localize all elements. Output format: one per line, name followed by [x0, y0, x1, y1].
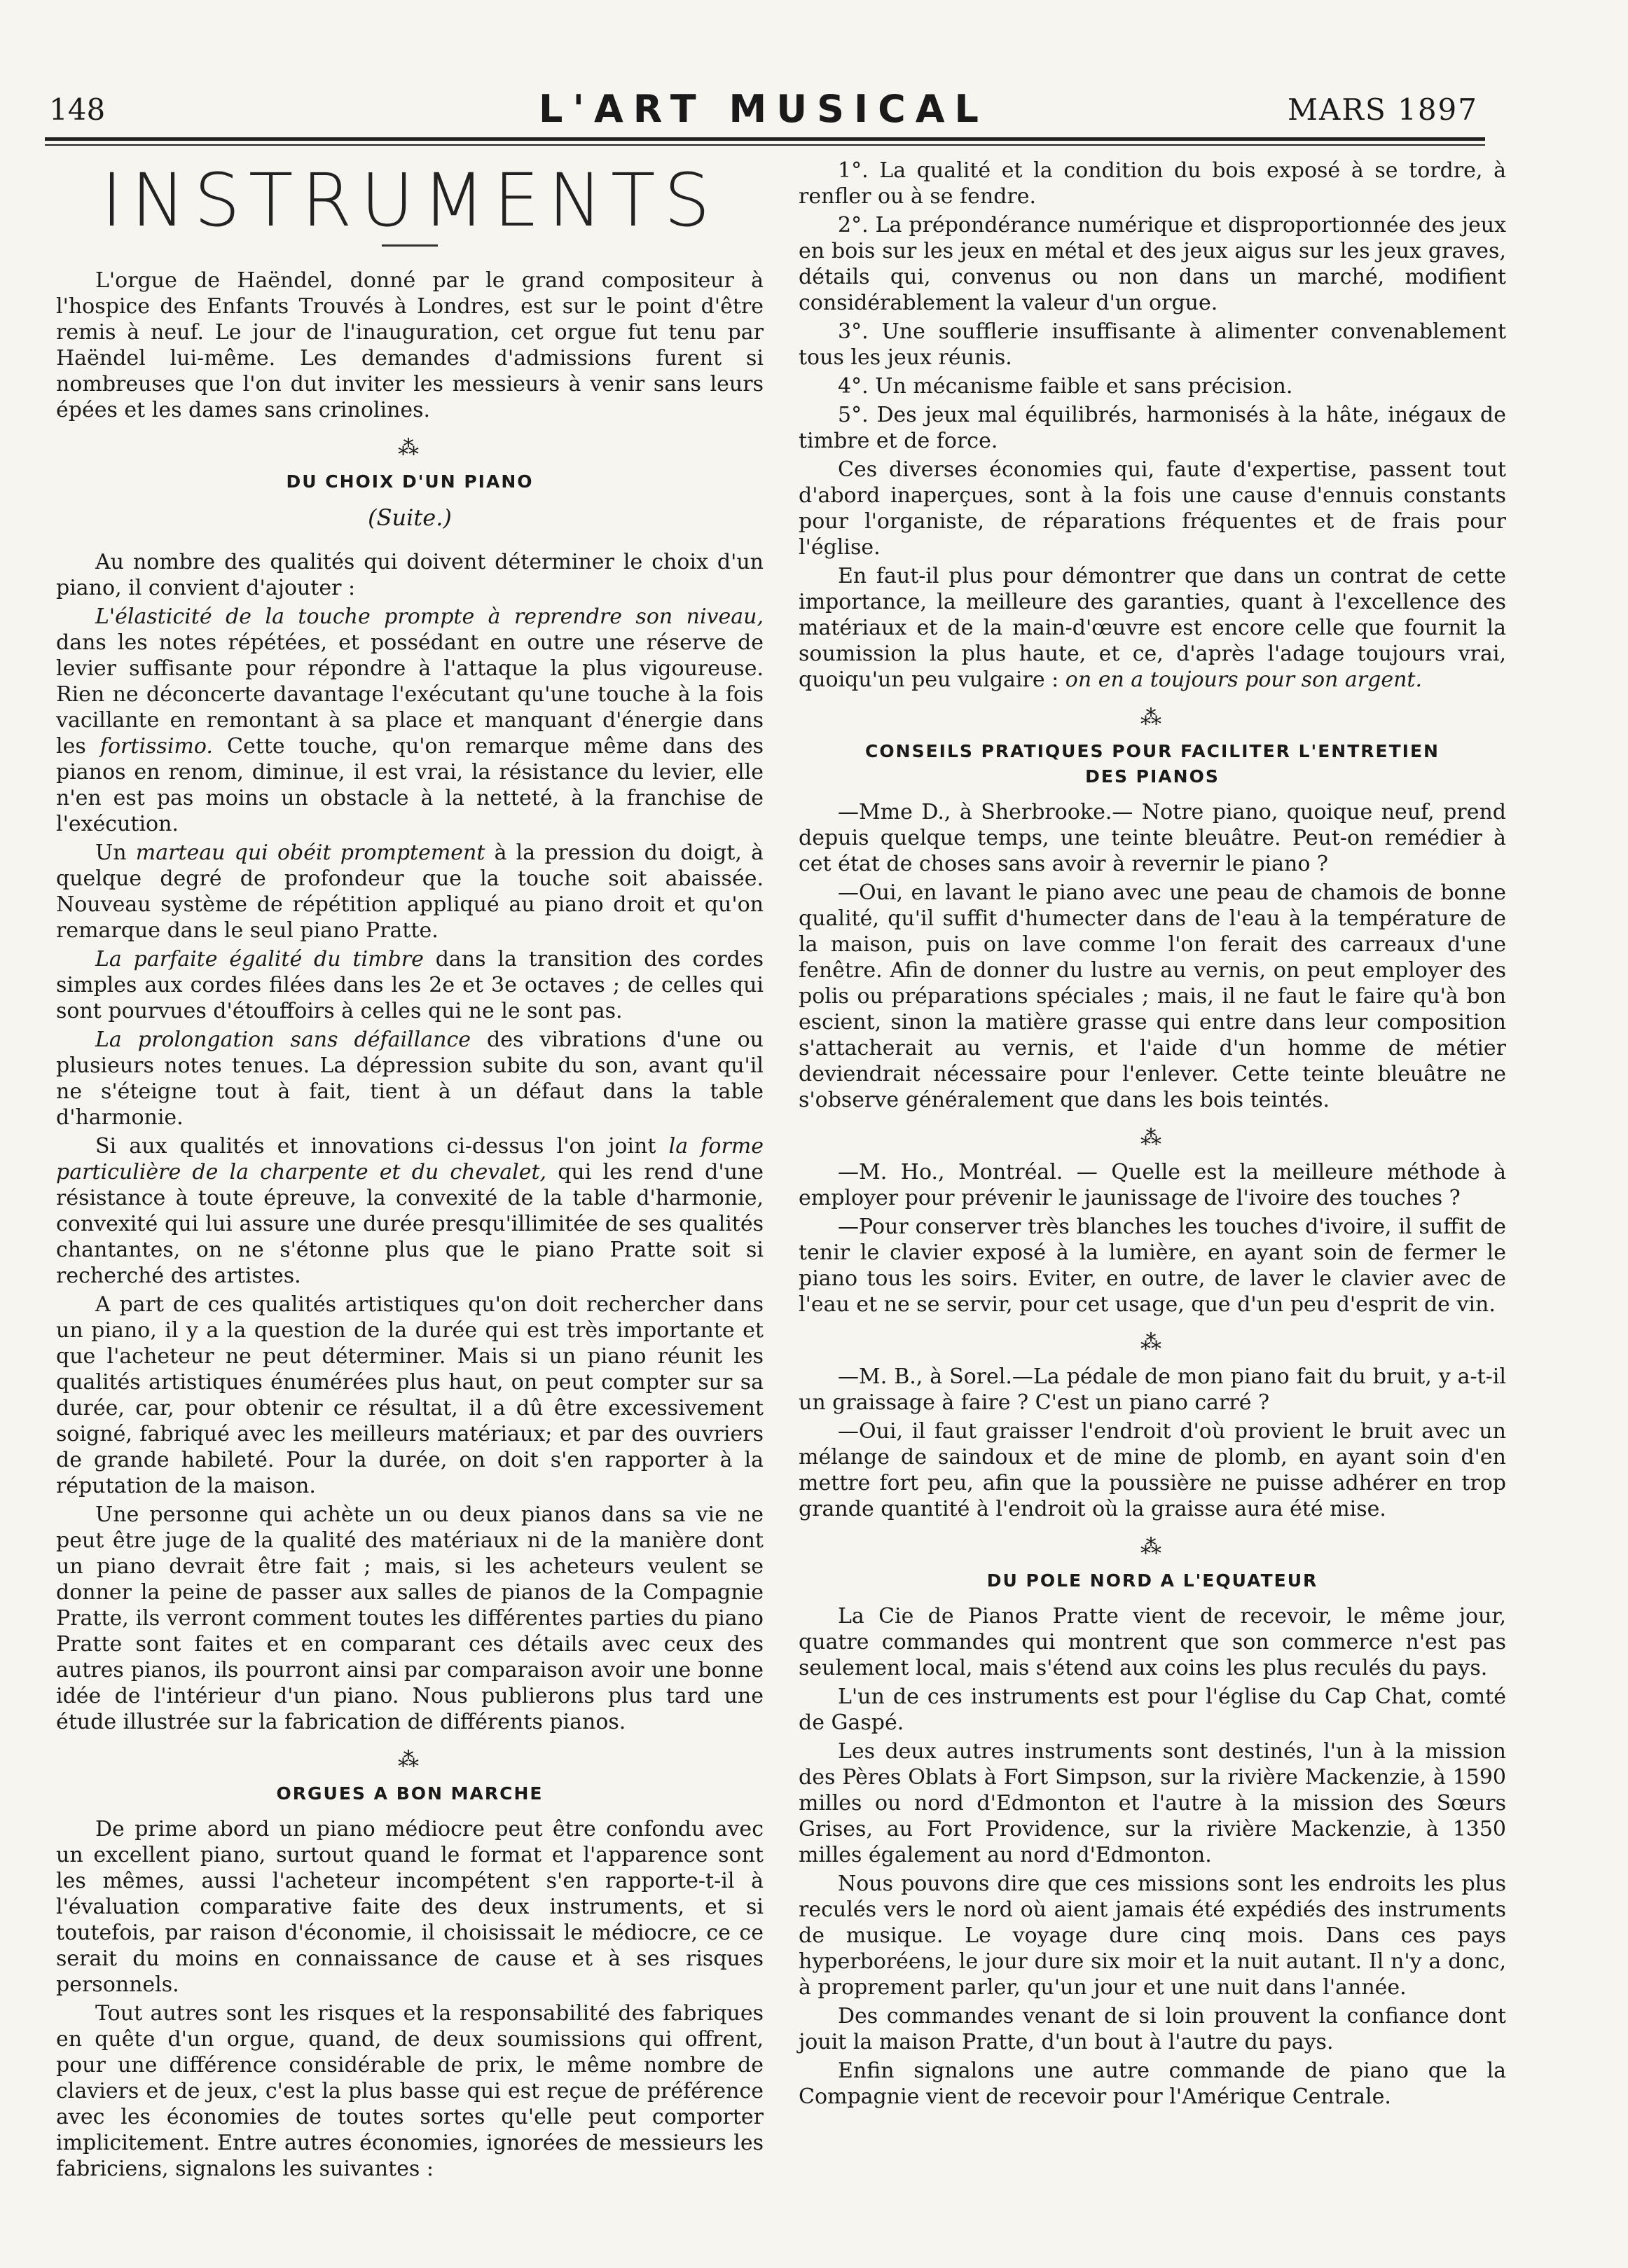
question: —Mme D., à Sherbrooke.— Notre piano, quoique neuf, prend depuis quelque temps, une teinte bleuâtre. Peut-on remédier à cet état de choses sans avoir à revernir le piano ? — [799, 800, 1506, 876]
paragraph: Une personne qui achète un ou deux pianos dans sa vie ne peut être juge de la qualité des matériaux ni de la manière dont un piano devrait être fait ; mais, si les acheteurs veulent se donner la peine de passer aux salles de pianos de la Compagnie Pratte, ils verront comment toutes les différentes parties du piano Pratte sont faites et en comparant ces détails avec ceux des autres pianos, ils pourront ainsi par comparaison avoir une bonne idée de l'intérieur d'un piano. Nous publierons plus tard une étude illustrée sur la fabrication de différents pianos. — [56, 1502, 764, 1734]
title-rule — [382, 244, 438, 247]
section-separator: ⁂ — [1140, 1126, 1164, 1150]
paragraph: Si aux qualités et innovations ci-dessus l'on joint la forme particulière de la charpente et du chevalet, qui les rend d'une résistance à toute épreuve, la convexité de la table d'harmonie, convexité qui lui assure une durée presqu'illimitée de ses qualités chantantes, on ne s'étonne plus que le piano Pratte soit si recherché des artistes. — [56, 1134, 764, 1288]
intro-paragraph: L'orgue de Haëndel, donné par le grand compositeur à l'hospice des Enfants Trouvés à Londres, est sur le point d'être remis à neuf. Le jour de l'inauguration, cet orgue fut tenu par Haëndel lui-même. Les demandes d'admissions furent si nombreuses que l'on dut inviter les messieurs à venir sans leurs épées et les dames sans crinolines. — [56, 268, 764, 422]
paragraph: L'un de ces instruments est pour l'église du Cap Chat, comté de Gaspé. — [799, 1685, 1506, 1735]
piano-choice-heading: DU CHOIX D'UN PIANO — [286, 471, 534, 492]
list-item: 2°. La prépondérance numérique et disproportionnée des jeux en bois sur les jeux en métal et des jeux aigus sur les jeux graves, détails qui, convenus ou non dans un marché, modifient considérablement la valeur d'un orgue. — [799, 213, 1506, 315]
paragraph: Des commandes venant de si loin prouvent la confiance dont jouit la maison Pratte, d'un bout à l'autre du pays. — [799, 2004, 1506, 2054]
left-column — [56, 158, 764, 2185]
paragraph: Tout autres sont les risques et la responsabilité des fabriques en quête d'un orgue, quand, de deux soumissions qui offrent, pour une différence considérable de prix, le même nombre de claviers et de jeux, c'est la plus basse qui est reçue de préférence avec les économies de toutes sortes qu'elle peut comporter implicitement. Entre autres économies, ignorées de messieurs les fabriciens, signalons les suivantes : — [56, 2001, 764, 2181]
paragraph: De prime abord un piano médiocre peut être confondu avec un excellent piano, surtout quand le format et l'apparence sont les mêmes, aussi l'acheteur incompétent s'en rapporte-t-il à l'évaluation comparative faite des deux instruments, et si toutefois, par raison d'économie, il choisissait le médiocre, ce ce serait du moins en connaissance de cause et à ses risques personnels. — [56, 1817, 764, 1997]
paragraph: Enfin signalons une autre commande de piano que la Compagnie vient de recevoir pour l'Amérique Centrale. — [799, 2059, 1506, 2109]
section-separator: ⁂ — [1140, 705, 1164, 730]
paragraph: La Cie de Pianos Pratte vient de recevoir, le même jour, quatre commandes qui montrent que son commerce n'est pas seulement local, mais s'étend aux coins les plus reculés du pays. — [799, 1604, 1506, 1680]
paragraph: Ces diverses économies qui, faute d'expertise, passent tout d'abord inaperçues, sont à la fois une cause d'ennuis constants pour l'organiste, de réparations fréquentes et de frais pour l'église. — [799, 457, 1506, 560]
issue-date: MARS 1897 — [1288, 92, 1478, 127]
answer: —Pour conserver très blanches les touches d'ivoire, il suffit de tenir le clavier exposé à la lumière, en ayant soin de fermer le piano tous les soirs. Eviter, en outre, de laver le clavier avec de l'eau et ne se servir, pour cet usage, que d'un peu d'esprit de vin. — [799, 1215, 1506, 1317]
paragraph: En faut-il plus pour démontrer que dans un contrat de cette importance, la meilleure des garanties, quant à l'excellence des matériaux et de la main-d'œuvre est encore celle que fournit la soumission la plus haute, et ce, d'après l'adage toujours vrai, quoiqu'un peu vulgaire : on en a toujours pour son argent. — [799, 564, 1506, 692]
paragraph: Au nombre des qualités qui doivent déterminer le choix d'un piano, il convient d'ajouter : — [56, 550, 764, 600]
right-column — [799, 158, 1506, 2113]
section-separator: ⁂ — [1140, 1330, 1164, 1355]
list-item: 5°. Des jeux mal équilibrés, harmonisés à la hâte, inégaux de timbre et de force. — [799, 403, 1506, 453]
paragraph: Nous pouvons dire que ces missions sont les endroits les plus reculés vers le nord où aient jamais été expédiés des instruments de musique. Le voyage dure cinq mois. Dans ces pays hyperboréens, le jour dure six moir et la nuit autant. Il n'y a donc, à proprement parler, qu'un jour et une nuit dans l'année. — [799, 1872, 1506, 2000]
journal-title: L'ART MUSICAL — [539, 87, 988, 131]
header-rule — [45, 137, 1485, 146]
page-header — [49, 87, 1478, 136]
pole-nord-heading: DU POLE NORD A L'EQUATEUR — [986, 1570, 1318, 1591]
question: —M. Ho., Montréal. — Quelle est la meilleure méthode à employer pour prévenir le jaunissage de l'ivoire des touches ? — [799, 1160, 1506, 1210]
list-item: 3°. Une soufflerie insuffisante à alimenter convenablement tous les jeux réunis. — [799, 319, 1506, 370]
section-separator: ⁂ — [1140, 1535, 1164, 1559]
suite-label: (Suite.) — [368, 504, 452, 531]
list-item: 4°. Un mécanisme faible et sans précision. — [838, 374, 1293, 399]
page-number: 148 — [49, 92, 106, 127]
orgues-heading: ORGUES A BON MARCHE — [276, 1783, 544, 1804]
paragraph: La prolongation sans défaillance des vibrations d'une ou plusieurs notes tenues. La dépression subite du son, avant qu'il ne s'éteigne tout à fait, tient à un défaut dans la table d'harmonie. — [56, 1028, 764, 1130]
paragraph: A part de ces qualités artistiques qu'on doit rechercher dans un piano, il y a la question de la durée qui est très importante et que l'acheteur ne peut déterminer. Mais si un piano réunit les qualités artistiques énumérées plus haut, on peut compter sur sa durée, car, pour obtenir ce résultat, il a dû être excessivement soigné, fabriqué avec les meilleurs matériaux; et par des ouvriers de grande habileté. Pour la durée, on doit s'en rapporter à la réputation de la maison. — [56, 1292, 764, 1498]
answer: —Oui, il faut graisser l'endroit d'où provient le bruit avec un mélange de saindoux et de mine de plomb, en ayant soin d'en mettre fort peu, afin que la poussière ne puisse adhérer en trop grande quantité à l'endroit où la graisse aura été mise. — [799, 1419, 1506, 1521]
answer: —Oui, en lavant le piano avec une peau de chamois de bonne qualité, qu'il suffit d'humecter dans de l'eau à la température de la maison, puis on lave comme l'on ferait des carreaux d'une fenêtre. Afin de donner du lustre au vernis, on peut employer des polis ou préparations spéciales ; mais, il ne faut le faire qu'à bon escient, sinon la matière grasse qui entre dans leur composition s'attacherait au vernis, et l'aide d'un homme de métier deviendrait nécessaire pour l'enlever. Cette teinte bleuâtre ne s'observe généralement que dans les bois teintés. — [799, 880, 1506, 1112]
section-title: INSTRUMENTS — [101, 158, 719, 243]
question: —M. B., à Sorel.—La pédale de mon piano fait du bruit, y a-t-il un graissage à faire ? C'est un piano carré ? — [799, 1364, 1506, 1415]
paragraph: Un marteau qui obéit promptement à la pression du doigt, à quelque degré de profondeur que la touche soit abaissée. Nouveau système de répétition appliqué au piano droit et qu'on remarque dans le seul piano Pratte. — [56, 841, 764, 943]
paragraph: L'élasticité de la touche prompte à reprendre son niveau, dans les notes répétées, et possédant en outre une réserve de levier suffisante pour répondre à l'attaque la plus vigoureuse. Rien ne déconcerte davantage l'exécutant qu'une touche à la fois vacillante en remontant à sa place et manquant d'énergie dans les fortissimo. Cette touche, qu'on remarque même dans des pianos en renom, diminue, il est vrai, la résistance du levier, elle n'en est pas moins un obstacle à la netteté, à la franchise de l'exécution. — [56, 604, 764, 836]
section-separator: ⁂ — [398, 436, 422, 460]
conseils-heading: CONSEILS PRATIQUES POUR FACILITER L'ENTRETIEN DES PIANOS — [865, 741, 1440, 787]
list-item: 1°. La qualité et la condition du bois exposé à se tordre, à renfler ou à se fendre. — [799, 158, 1506, 209]
paragraph: La parfaite égalité du timbre dans la transition des cordes simples aux cordes filées dans les 2e et 3e octaves ; de celles qui sont pourvues d'étouffoirs à celles qui ne le sont pas. — [56, 947, 764, 1023]
section-separator: ⁂ — [398, 1748, 422, 1772]
paragraph: Les deux autres instruments sont destinés, l'un à la mission des Pères Oblats à Fort Simpson, sur la rivière Mackenzie, à 1590 milles ou nord d'Edmonton et l'autre à la mission des Sœurs Grises, au Fort Providence, sur la rivière Mackenzie, à 1350 milles également au nord d'Edmonton. — [799, 1739, 1506, 1867]
